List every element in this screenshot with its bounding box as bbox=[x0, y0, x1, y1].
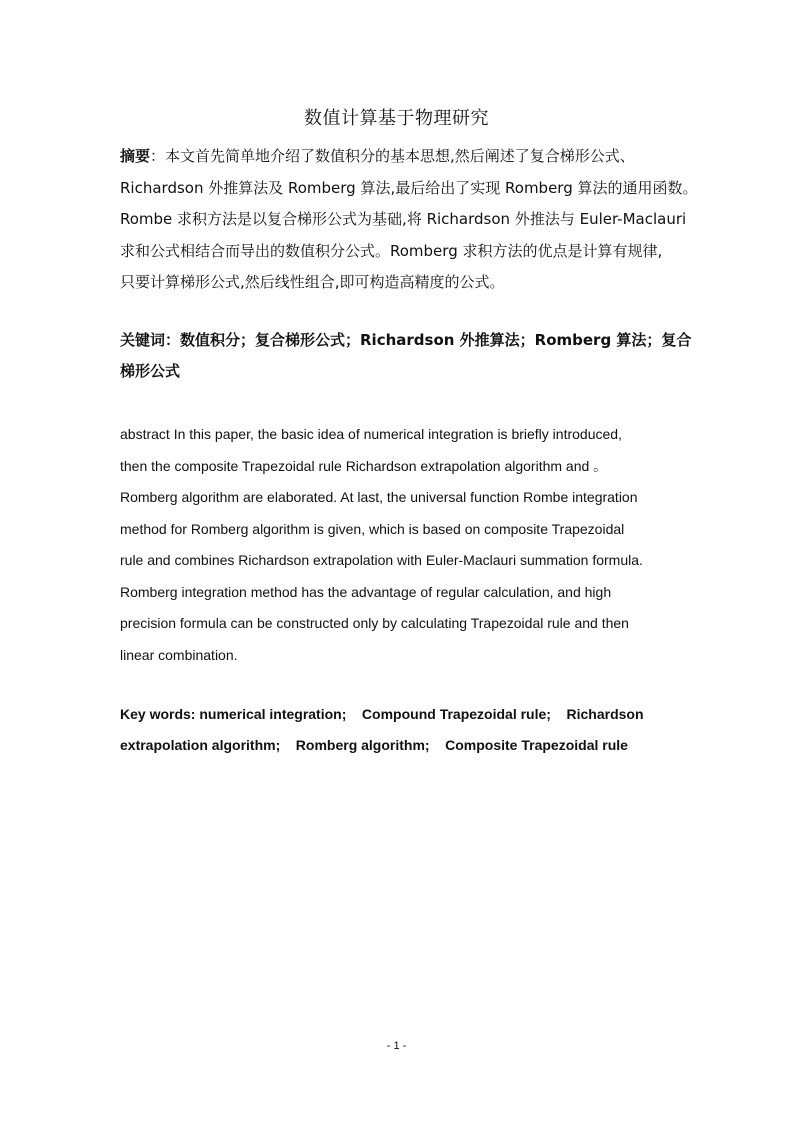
english-abstract-line-8: linear combination. bbox=[120, 646, 238, 663]
english-abstract-line-2: then the composite Trapezoidal rule Richardson extrapolation algorithm and 。 bbox=[120, 457, 608, 474]
english-keywords-line-2: extrapolation algorithm; Romberg algorithm; Composite Trapezoidal rule bbox=[120, 737, 628, 753]
abstract-label-colon: ： bbox=[150, 147, 166, 165]
english-abstract-line-5: rule and combines Richardson extrapolation with Euler-Maclauri summation formula. bbox=[120, 552, 643, 568]
abstract-label: 摘要 bbox=[120, 147, 151, 165]
chinese-abstract-line-4: 求和公式相结合而导出的数值积分公式。Romberg 求积方法的优点是计算有规律, bbox=[120, 241, 663, 260]
chinese-abstract-text: 本文首先简单地介绍了数值积分的基本思想,然后阐述了复合梯形公式、 bbox=[165, 147, 635, 165]
chinese-abstract-line-3: Rombe 求积方法是以复合梯形公式为基础,将 Richardson 外推法与 Euler-Maclauri bbox=[120, 210, 687, 228]
english-abstract bbox=[120, 419, 690, 671]
chinese-keywords bbox=[120, 325, 692, 387]
english-abstract-line-1: abstract In this paper, the basic idea of numerical integration is briefly introduced, bbox=[120, 426, 622, 442]
english-abstract-line-3: Romberg algorithm are elaborated. At last, the universal function Rombe integration bbox=[120, 489, 638, 505]
english-abstract-line-7: precision formula can be constructed only by calculating Trapezoidal rule and then bbox=[120, 615, 629, 631]
page-number: - 1 - bbox=[386, 1040, 407, 1052]
english-keywords-line-1: Key words: numerical integration; Compound Trapezoidal rule; Richardson bbox=[120, 706, 644, 722]
chinese-keywords-line-1: 关键词：数值积分；复合梯形公式；Richardson 外推算法；Romberg 算法；复合 bbox=[120, 331, 692, 349]
chinese-abstract-line-5: 只要计算梯形公式,然后线性组合,即可构造高精度的公式。 bbox=[120, 273, 505, 291]
english-keywords bbox=[120, 699, 690, 761]
chinese-abstract bbox=[120, 141, 698, 299]
english-abstract-line-6: Romberg integration method has the advantage of regular calculation, and high bbox=[120, 583, 612, 600]
english-abstract-line-4: method for Romberg algorithm is given, which is based on composite Trapezoidal bbox=[120, 520, 625, 537]
chinese-abstract-line-1 bbox=[120, 141, 680, 173]
document-title: 数值计算基于物理研究 bbox=[304, 108, 489, 129]
chinese-keywords-line-2: 梯形公式 bbox=[120, 362, 181, 380]
chinese-abstract-line-2: Richardson 外推算法及 Romberg 算法,最后给出了实现 Romberg 算法的通用函数。 bbox=[120, 178, 698, 197]
